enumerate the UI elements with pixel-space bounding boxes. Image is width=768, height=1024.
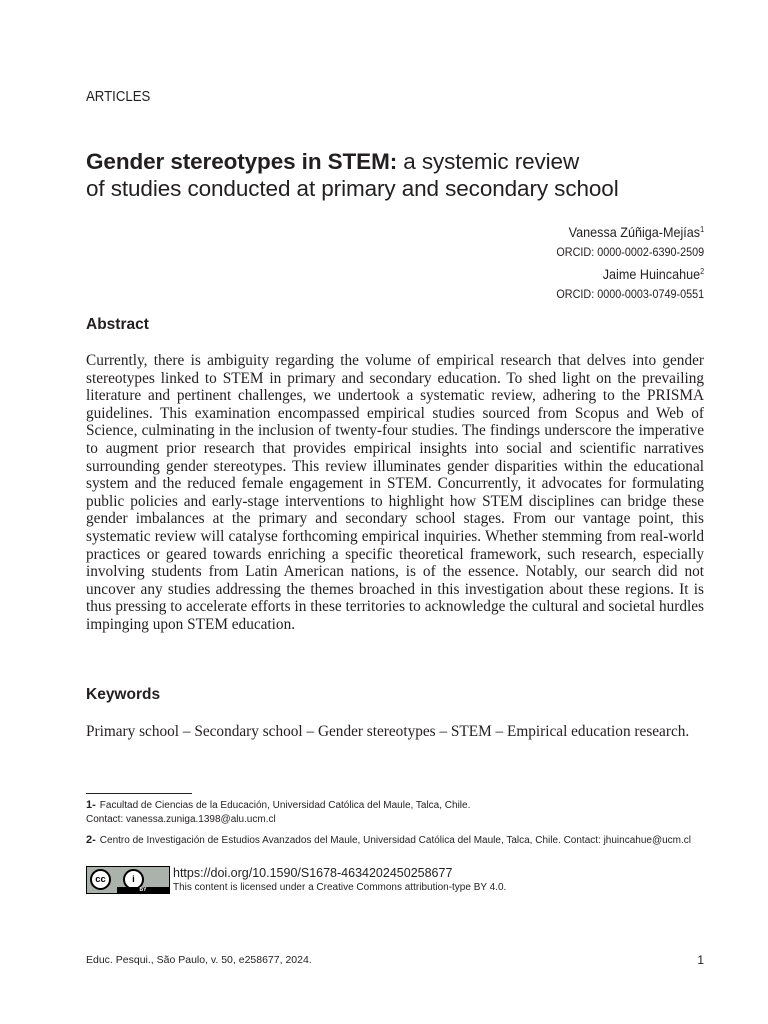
author-2-affiliation-mark: 2 <box>699 267 704 276</box>
author-2 <box>556 262 704 284</box>
footnote-2-affiliation: Centro de Investigación de Estudios Avanzados del Maule, Universidad Católica del Maule, Talca, Chile. Contact: jhuincahue@ucm.cl <box>99 835 692 846</box>
footnote-1 <box>86 798 716 827</box>
page-number: 1 <box>697 953 704 967</box>
author-block <box>540 220 704 304</box>
journal-citation: Educ. Pesqui., São Paulo, v. 50, e258677, 2024. <box>86 954 312 966</box>
attribution-icon: i <box>123 869 144 890</box>
author-1-orcid[interactable]: ORCID: 0000-0002-6390-2509 <box>556 245 704 259</box>
footnote-1-line-1 <box>86 798 716 813</box>
footnote-1-number: 1- <box>86 799 96 811</box>
footnote-1-affiliation: Facultad de Ciencias de la Educación, Universidad Católica del Maule, Talca, Chile. <box>99 800 471 811</box>
section-label: ARTICLES <box>86 88 151 105</box>
footnote-divider <box>86 793 192 794</box>
license-text: This content is licensed under a Creative Commons attribution-type BY 4.0. <box>173 882 507 893</box>
doi-link[interactable]: https://doi.org/10.1590/S1678-4634202450258677 <box>173 866 453 880</box>
title-line-2: of studies conducted at primary and secondary school <box>86 176 619 201</box>
footnote-2 <box>86 833 716 848</box>
keywords-heading: Keywords <box>86 686 161 703</box>
abstract-heading: Abstract <box>86 316 149 333</box>
article-title <box>86 148 726 202</box>
title-rest-part: a systemic review <box>397 149 580 174</box>
title-line-1 <box>86 148 726 175</box>
footnote-2-number: 2- <box>86 834 96 846</box>
title-bold-part: Gender stereotypes in STEM: <box>86 149 398 174</box>
author-1-name: Vanessa Zúñiga-Mejías <box>568 224 700 240</box>
keywords-text: Primary school – Secondary school – Gender stereotypes – STEM – Empirical education research. <box>86 723 690 740</box>
by-label: BY <box>117 887 169 893</box>
footnote-1-contact[interactable]: Contact: vanessa.zuniga.1398@alu.ucm.cl <box>86 814 276 825</box>
author-1 <box>556 220 704 242</box>
abstract-text: Currently, there is ambiguity regarding the volume of empirical research that delves into gender stereotypes linked to STEM in primary and secondary education. To shed light on the prevailing literature and pertinent challenges, we undertook a systematic review, adhering to the PRISMA guidelines. This examination encompassed empirical studies sourced from Scopus and Web of Science, culminating in the inclusion of twenty-four studies. The findings underscore the imperative to augment prior research that provides empirical insights into social and scientific narratives surrounding gender stereotypes. This review illuminates gender disparities within the educational system and the reduced female engagement in STEM. Concurrently, it advocates for formulating public policies and early-stage interventions to highlight how STEM disciplines can bridge these gender imbalances at the primary and secondary school stages. From our vantage point, this systematic review will catalyse forthcoming empirical inquiries. Whether stemming from real-world practices or geared towards enriching a specific theoretical framework, such research, especially involving students from Latin American nations, is of the essence. Notably, our search did not uncover any studies addressing the themes broached in this investigation about these regions. It is thus pressing to accelerate efforts in these territories to acknowledge the cultural and societal hurdles impinging upon STEM education. <box>86 352 704 633</box>
author-2-orcid[interactable]: ORCID: 0000-0003-0749-0551 <box>556 287 704 301</box>
author-2-name: Jaime Huincahue <box>602 266 700 282</box>
cc-icon: cc <box>90 869 111 890</box>
author-1-affiliation-mark: 1 <box>699 225 704 234</box>
cc-by-license-icon[interactable] <box>86 866 170 894</box>
